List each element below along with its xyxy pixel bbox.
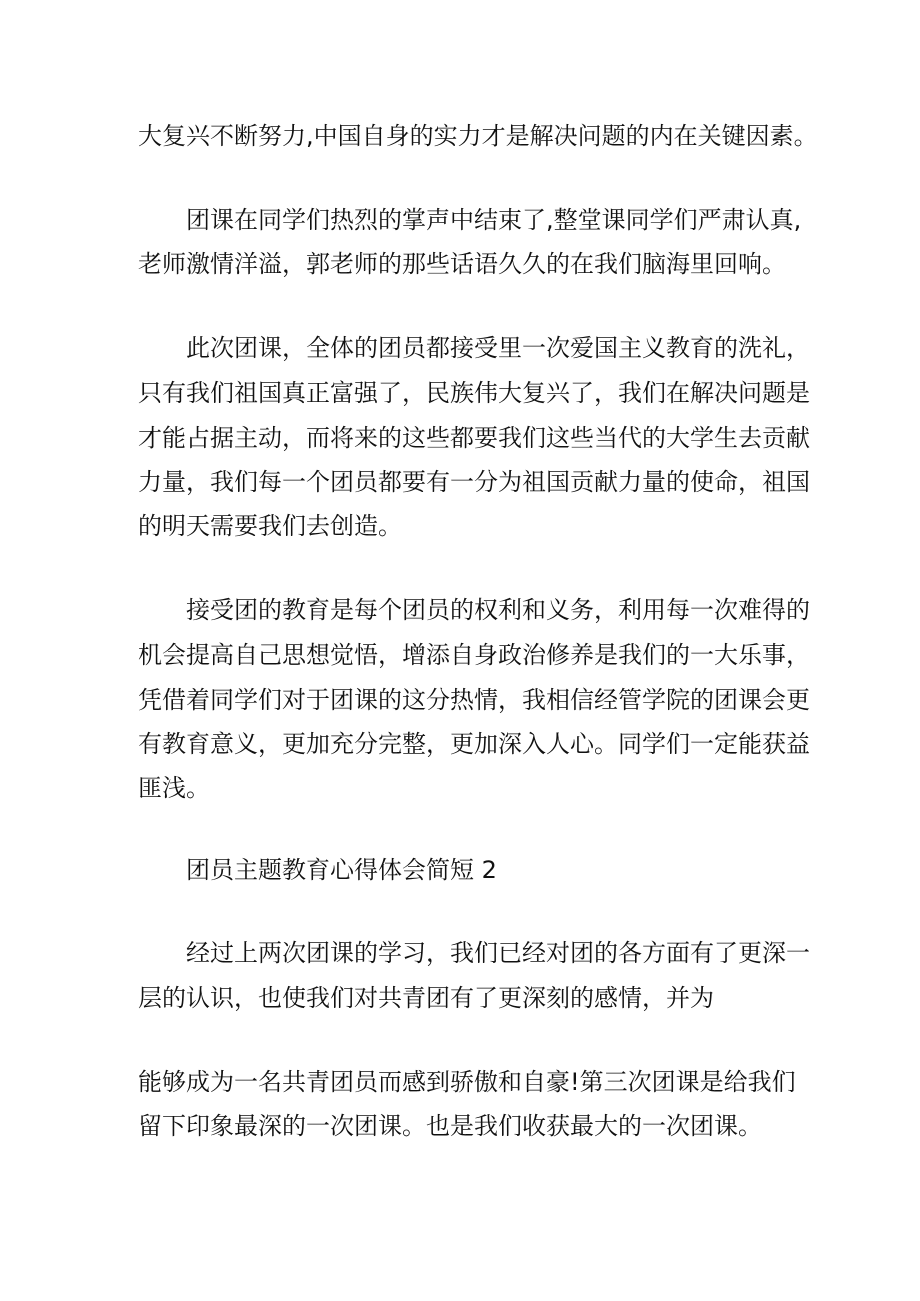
text-line: 层的认识，也使我们对共青团有了更深刻的感情，并为: [138, 984, 714, 1012]
text-line: 机会提高自己思想觉悟，增添自身政治修养是我们的一大乐事，: [138, 641, 810, 669]
paragraph-first-line: 经过上两次团课的学习，我们已经对团的各方面有了更深一: [186, 939, 810, 967]
text-line: 力量，我们每一个团员都要有一分为祖国贡献力量的使命，祖国: [138, 468, 810, 496]
text-line: 留下印象最深的一次团课。也是我们收获最大的一次团课。: [138, 1112, 762, 1140]
text-line: 才能占据主动，而将来的这些都要我们这些当代的大学生去贡献: [138, 424, 810, 452]
paragraph-first-line: 此次团课，全体的团员都接受里一次爱国主义教育的洗礼，: [186, 334, 810, 362]
text-line: 大复兴不断努力,中国自身的实力才是解决问题的内在关键因素。: [138, 122, 818, 150]
text-line: 的明天需要我们去创造。: [138, 512, 402, 540]
paragraph-first-line: 团课在同学们热烈的掌声中结束了,整堂课同学们严肃认真,: [186, 206, 802, 234]
text-line: 只有我们祖国真正富强了，民族伟大复兴了，我们在解决问题是: [138, 379, 810, 407]
paragraph-first-line: 接受团的教育是每个团员的权利和义务，利用每一次难得的: [186, 596, 810, 624]
text-line: 匪浅。: [138, 774, 210, 802]
section-heading: 团员主题教育心得体会简短 2: [186, 856, 497, 884]
text-line: 有教育意义，更加充分完整，更加深入人心。同学们一定能获益: [138, 730, 810, 758]
text-line: 能够成为一名共青团员而感到骄傲和自豪!第三次团课是给我们: [138, 1068, 796, 1096]
text-line: 凭借着同学们对于团课的这分热情，我相信经管学院的团课会更: [138, 686, 810, 714]
text-line: 老师激情洋溢，郭老师的那些话语久久的在我们脑海里回响。: [138, 250, 786, 278]
